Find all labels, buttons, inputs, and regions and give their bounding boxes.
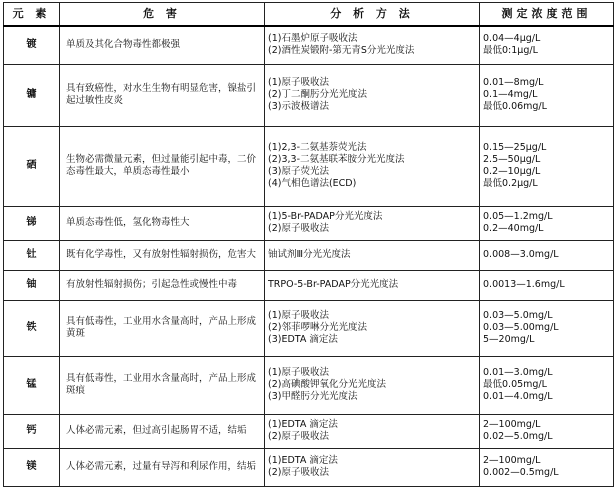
range-item: 最低0.06mg/L: [483, 100, 547, 112]
element-analysis-table: [3, 2, 614, 487]
range-cell: [480, 300, 614, 356]
method-cell: [265, 300, 480, 356]
method-item: (2)酒性炭锻附-第无青S分光光度法: [268, 45, 415, 57]
header-row: [4, 3, 614, 27]
range-item: 0.008—3.0mg/L: [483, 249, 559, 261]
element-cell: 镁: [4, 448, 60, 486]
element-cell: 铁: [4, 300, 60, 356]
hazard-cell: 既有化学毒性，又有放射性辐射损伤，危害大: [60, 240, 265, 270]
table-row: [4, 240, 614, 270]
element-cell: 镀: [4, 26, 60, 64]
hazard-cell: 人体必需元素，过量有导泻和利尿作用，结垢: [60, 448, 265, 486]
range-cell: [480, 126, 614, 206]
hazard-cell: 单质态毒性低，氢化物毒性大: [60, 206, 265, 240]
range-item: 最低0.2μg/L: [483, 177, 538, 189]
method-item: (2)原子吸收法: [268, 467, 329, 478]
table-row: [4, 448, 614, 486]
range-cell: [480, 64, 614, 126]
method-item: (1)原子吸收法: [268, 77, 329, 89]
method-item: (1)EDTA 滴定法: [268, 455, 338, 467]
range-item: 0.01—4.0mg/L: [483, 390, 553, 402]
method-item: (2)原子吸收法: [268, 431, 329, 442]
method-cell: [265, 356, 480, 414]
table-row: [4, 26, 614, 64]
range-item: 2—100mg/L: [483, 419, 541, 431]
table-row: [4, 356, 614, 414]
element-cell: 硒: [4, 126, 60, 206]
table-row: [4, 270, 614, 300]
range-item: 最低0:1μg/L: [483, 45, 538, 57]
method-item: 铀试剂Ⅲ分光光度法: [268, 249, 351, 261]
range-item: 0.01—3.0mg/L: [483, 367, 553, 379]
range-cell: [480, 356, 614, 414]
table-row: [4, 126, 614, 206]
method-cell: [265, 64, 480, 126]
range-item: 0.01—8mg/L: [483, 77, 544, 89]
range-item: 0.1—4mg/L: [483, 89, 538, 101]
header-hazard: 危 害: [60, 3, 265, 27]
hazard-cell: 有放射性辐射损伤；引起急性或慢性中毒: [60, 270, 265, 300]
method-item: (3)EDTA 滴定法: [268, 333, 338, 345]
method-item: (1)原子吸收法: [268, 310, 329, 322]
method-cell: [265, 206, 480, 240]
method-item: (1)2,3-二氨基萘荧光法: [268, 142, 367, 154]
range-item: 0.002—0.5mg/L: [483, 467, 559, 478]
range-item: 0.2—10μg/L: [483, 166, 541, 177]
range-item: 5—20mg/L: [483, 333, 535, 345]
hazard-cell: 人体必需元素，但过高引起肠胃不适，结垢: [60, 414, 265, 448]
method-item: (1)原子吸收法: [268, 367, 329, 379]
hazard-cell: 单质及其化合物毒性都极强: [60, 26, 265, 64]
method-item: (1)5-Br-PADAP分光光度法: [268, 211, 383, 223]
header-element: 元 素: [4, 3, 60, 27]
header-range: 测定浓度范围: [480, 3, 614, 27]
method-item: (3)甲醛肟分光光度法: [268, 390, 358, 402]
method-cell: [265, 414, 480, 448]
table-row: [4, 64, 614, 126]
range-item: 2.5—50μg/L: [483, 154, 541, 166]
table-row: [4, 300, 614, 356]
hazard-cell: 生物必需微量元素，但过量能引起中毒，二价态毒性最大，单质态毒性最小: [60, 126, 265, 206]
range-cell: [480, 240, 614, 270]
method-item: (2)3,3-二氨基联苯胺分光光度法: [268, 154, 405, 166]
table-row: [4, 414, 614, 448]
method-cell: [265, 240, 480, 270]
method-item: (1)EDTA 滴定法: [268, 419, 338, 431]
table-row: [4, 206, 614, 240]
range-item: 0.05—1.2mg/L: [483, 211, 553, 223]
range-cell: [480, 26, 614, 64]
range-item: 0.0013—1.6mg/L: [483, 279, 565, 291]
range-cell: [480, 206, 614, 240]
hazard-cell: 具有致癌性，对水生生物有明显危害，镍盐引起过敏性皮炎: [60, 64, 265, 126]
range-cell: [480, 448, 614, 486]
method-item: TRPO-5-Br-PADAP分光光度法: [268, 279, 399, 291]
method-cell: [265, 270, 480, 300]
element-cell: 钙: [4, 414, 60, 448]
method-cell: [265, 448, 480, 486]
method-item: (2)原子吸收法: [268, 223, 329, 234]
range-cell: [480, 414, 614, 448]
element-cell: 锑: [4, 206, 60, 240]
method-item: (4)气相色谱法(ECD): [268, 177, 357, 189]
range-item: 最低0.05mg/L: [483, 379, 547, 391]
table-body: [4, 26, 614, 486]
header-method: 分 析 方 法: [265, 3, 480, 27]
range-item: 0.02—5.0mg/L: [483, 431, 553, 442]
element-cell: 钍: [4, 240, 60, 270]
hazard-cell: 具有低毒性，工业用水含量高时，产品上形成黄斑: [60, 300, 265, 356]
method-item: (1)石墨炉原子吸收法: [268, 33, 358, 45]
hazard-cell: 具有低毒性，工业用水含量高时，产品上形成斑痕: [60, 356, 265, 414]
method-item: (3)示波极谱法: [268, 100, 329, 112]
method-item: (2)丁二酮肟分光光度法: [268, 89, 367, 101]
method-item: (3)原子荧光法: [268, 166, 329, 177]
range-cell: [480, 270, 614, 300]
range-item: 0.04—4μg/L: [483, 33, 541, 45]
range-item: 0.03—5.0mg/L: [483, 310, 553, 322]
element-cell: 镛: [4, 64, 60, 126]
range-item: 2—100mg/L: [483, 455, 541, 467]
method-cell: [265, 26, 480, 64]
method-item: (2)高碘酸钾氧化分光光度法: [268, 379, 386, 391]
range-item: 0.15—25μg/L: [483, 142, 547, 154]
method-item: (2)邻菲啰啉分光光度法: [268, 322, 367, 334]
method-cell: [265, 126, 480, 206]
range-item: 0.2—40mg/L: [483, 223, 544, 234]
element-cell: 锰: [4, 356, 60, 414]
element-cell: 铀: [4, 270, 60, 300]
range-item: 0.03—5.00mg/L: [483, 322, 559, 334]
